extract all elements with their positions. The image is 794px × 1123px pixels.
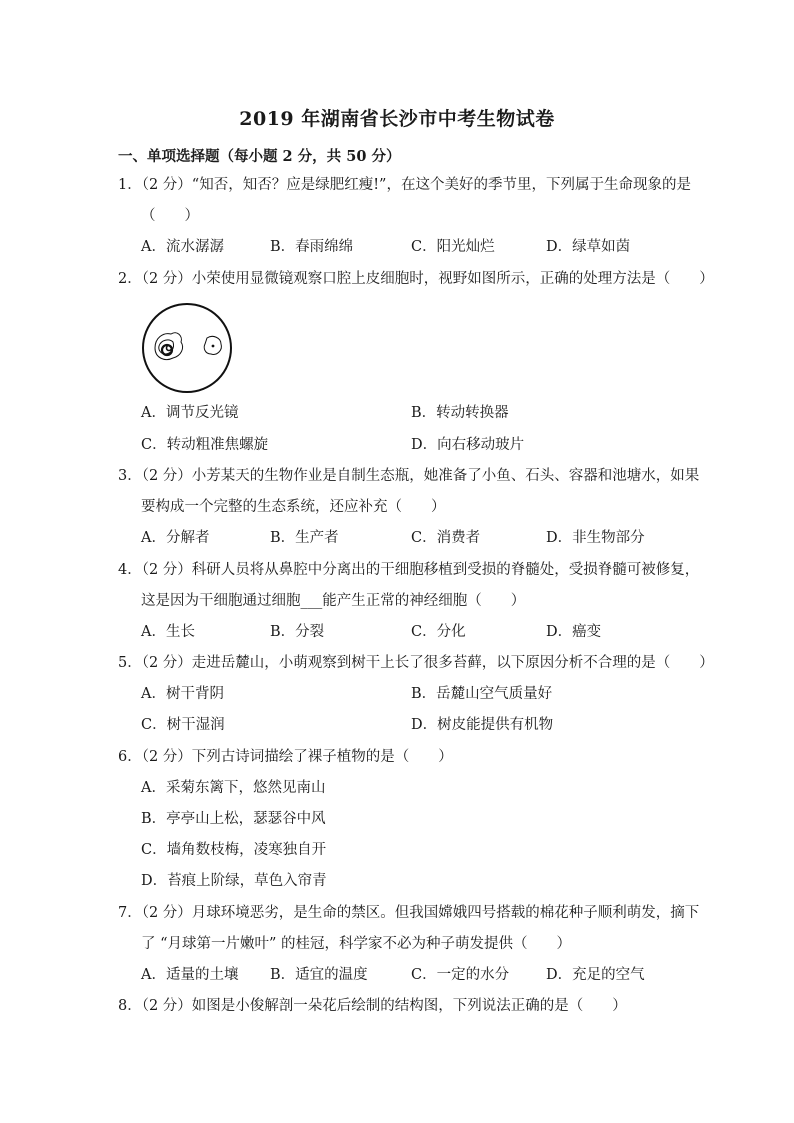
question-1-text-cont: （ ） — [141, 208, 199, 224]
page-title: 2019 年湖南省长沙市中考生物试卷 — [239, 108, 555, 130]
question-4-option-a: A．生长 — [141, 624, 195, 640]
question-6-option-b: B．亭亭山上松，瑟瑟谷中风 — [141, 811, 326, 827]
question-3-option-c: C．消费者 — [411, 530, 481, 546]
question-7-text: 7．（2 分）月球环境恶劣，是生命的禁区。但我国嫦娥四号搭载的棉花种子顺利萌发，摘下 — [118, 905, 700, 921]
question-7-option-b: B．适宜的温度 — [270, 967, 368, 983]
question-1-option-d: D．绿草如茵 — [546, 239, 631, 255]
question-6-option-d: D．苔痕上阶绿，草色入帘青 — [141, 873, 327, 889]
microscope-field-figure — [141, 302, 233, 394]
question-3-text: 3．（2 分）小芳某天的生物作业是自制生态瓶，她准备了小鱼、石头、容器和池塘水，如果 — [118, 468, 700, 484]
question-3-text-cont: 要构成一个完整的生态系统，还应补充（ ） — [141, 499, 446, 515]
question-2-option-d: D．向右移动玻片 — [411, 437, 525, 453]
question-3-option-b: B．生产者 — [270, 530, 339, 546]
question-5-option-c: C．树干湿润 — [141, 717, 225, 733]
question-5-option-d: D．树皮能提供有机物 — [411, 717, 554, 733]
question-5-text: 5．（2 分）走进岳麓山，小萌观察到树干上长了很多苔藓，以下原因分析不合理的是（ ） — [118, 655, 714, 671]
question-2-option-a: A．调节反光镜 — [141, 405, 239, 421]
question-4-text: 4．（2 分）科研人员将从鼻腔中分离出的干细胞移植到受损的脊髓处，受损脊髓可被修复， — [118, 562, 700, 578]
section-heading: 一、单项选择题（每小题 2 分，共 50 分） — [118, 148, 401, 165]
question-7-text-cont: 了 “月球第一片嫩叶” 的桂冠，科学家不必为种子萌发提供（ ） — [141, 936, 572, 952]
question-2-option-c: C．转动粗准焦螺旋 — [141, 437, 269, 453]
question-3-option-d: D．非生物部分 — [546, 530, 645, 546]
question-8-text: 8．（2 分）如图是小俊解剖一朵花后绘制的结构图，下列说法正确的是（ ） — [118, 998, 627, 1014]
question-4-text-cont: 这是因为干细胞通过细胞___能产生正常的神经细胞（ ） — [141, 593, 526, 609]
question-2-text: 2．（2 分）小荣使用显微镜观察口腔上皮细胞时，视野如图所示，正确的处理方法是（ ） — [118, 271, 714, 287]
question-4-option-b: B．分裂 — [270, 624, 325, 640]
question-7-option-d: D．充足的空气 — [546, 967, 645, 983]
question-4-option-c: C．分化 — [411, 624, 466, 640]
question-7-option-a: A．适量的土壤 — [141, 967, 239, 983]
question-6-text: 6．（2 分）下列古诗词描绘了裸子植物的是（ ） — [118, 749, 453, 765]
question-4-option-d: D．癌变 — [546, 624, 602, 640]
question-1-option-b: B．春雨绵绵 — [270, 239, 354, 255]
question-6-option-c: C．墙角数枝梅，凌寒独自开 — [141, 842, 327, 858]
question-1-option-a: A．流水潺潺 — [141, 239, 224, 255]
question-3-option-a: A．分解者 — [141, 530, 210, 546]
question-2-option-b: B．转动转换器 — [411, 405, 509, 421]
question-6-option-a: A．采菊东篱下，悠然见南山 — [141, 780, 326, 796]
question-7-option-c: C．一定的水分 — [411, 967, 510, 983]
question-5-option-a: A．树干背阴 — [141, 686, 224, 702]
question-5-option-b: B．岳麓山空气质量好 — [411, 686, 553, 702]
question-1-text: 1．（2 分）“知否，知否？应是绿肥红瘦!”，在这个美好的季节里，下列属于生命现象的是 — [118, 177, 691, 193]
question-1-option-c: C．阳光灿烂 — [411, 239, 495, 255]
